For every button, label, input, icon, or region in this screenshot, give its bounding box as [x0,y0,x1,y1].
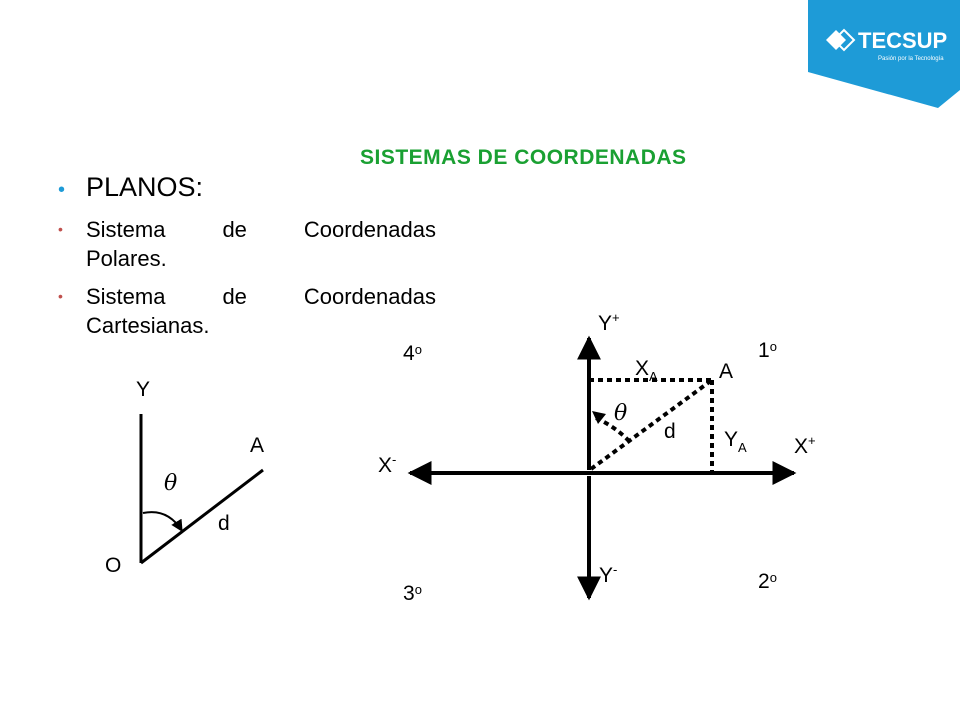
polar-point-label: A [250,434,265,457]
sub-bullet-dot-icon: • [58,221,63,237]
xa-label: $X_A$ [635,357,658,384]
slide-title: SISTEMAS DE COORDENADAS [360,146,687,169]
logo-brand: TECSUP [858,28,948,53]
cartesian-point-label: A [719,360,734,383]
cartesian-theta-label: θ [614,401,628,426]
bullet-planos-text: PLANOS: [86,172,204,202]
polar-diagram [105,378,264,577]
sub-bullet-dot-icon: • [58,288,63,304]
distance-line [591,380,712,469]
quadrant-3-label: 3$^o$ [403,582,422,605]
y-positive-label: Y+ [598,310,620,335]
sub-bullet-word: Coordenadas [303,217,436,242]
cartesian-diagram [378,310,816,605]
polar-origin-label: O [105,554,122,577]
sub-bullet-word: Sistema [86,284,166,309]
sub-bullet-word: Coordenadas [303,284,436,309]
polar-theta-label: θ [164,471,178,496]
bullet-dot-icon: • [58,179,66,201]
sub-bullet-word: de [222,217,247,242]
polar-y-label: Y [136,378,151,401]
y-negative-label: Y- [599,562,618,587]
sub-bullet-line2: Polares. [86,246,167,271]
sub-bullet-line2: Cartesianas. [86,313,210,338]
polar-radius-line [141,470,263,563]
logo-tagline: Pasión por la Tecnología [878,56,944,62]
cartesian-angle-arrowhead-icon [592,411,606,424]
sub-bullet-word: de [222,284,247,309]
polar-distance-label: d [218,512,230,535]
x-negative-label: X- [378,452,397,477]
cartesian-distance-label: d [664,420,676,443]
quadrant-2-label: 2$^o$ [758,570,777,593]
quadrant-4-label: 4$^o$ [403,342,422,365]
sub-bullet-word: Sistema [86,217,166,242]
polar-angle-arc [143,512,182,531]
quadrant-1-label: 1$^o$ [758,339,777,362]
x-positive-label: X+ [794,433,816,458]
ya-label: $Y_A$ [724,428,747,455]
